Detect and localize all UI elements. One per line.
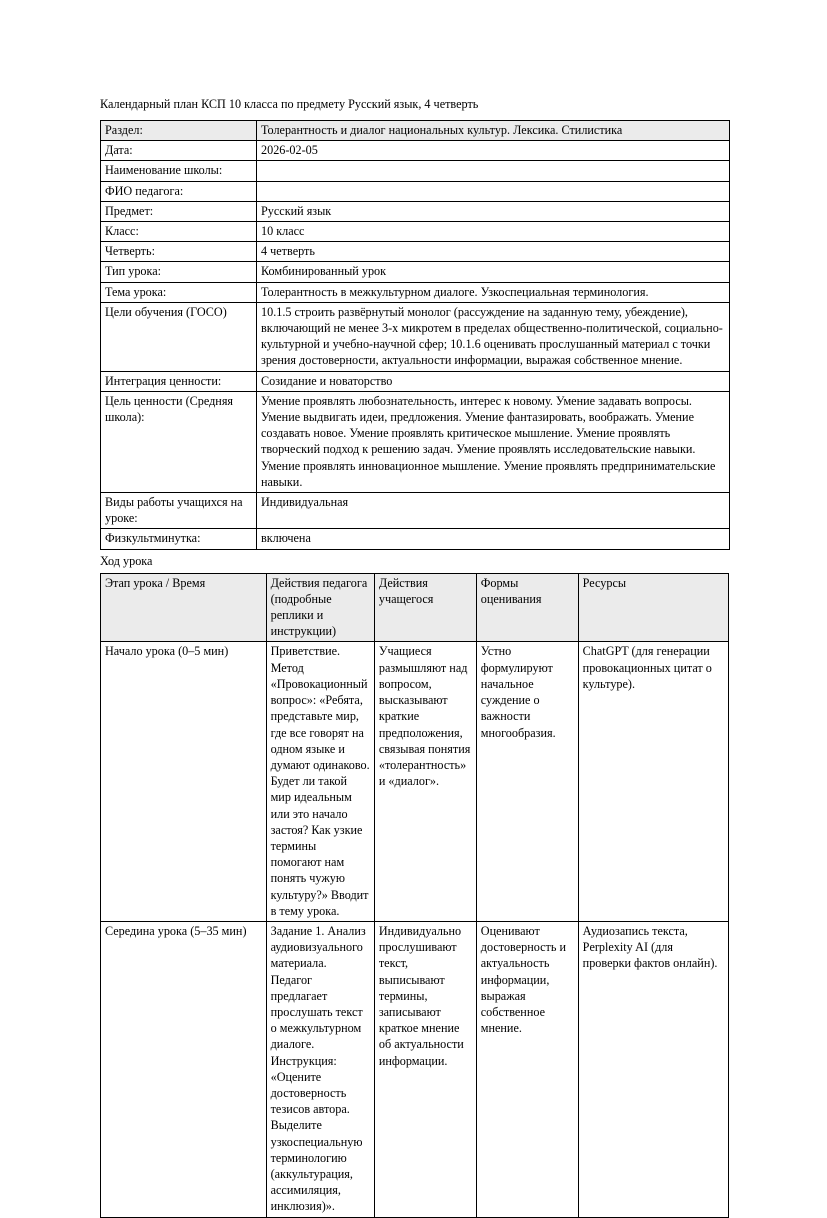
cell-teacher-actions: Приветствие. Метод «Провокационный вопрос»: «Ребята, представьте мир, где все говорят на одном языке и думают одинаково. Будет ли такой мир идеальным или это начало застоя? Как узкие термины помогают нам понять чужую культуру?» Вводит в тему урока. — [266, 642, 374, 921]
info-label: Четверть: — [101, 242, 257, 262]
info-label: Раздел: — [101, 121, 257, 141]
table-row — [101, 371, 730, 391]
info-value: Толерантность и диалог национальных культур. Лексика. Стилистика — [257, 121, 730, 141]
info-value: Индивидуальная — [257, 493, 730, 529]
info-value: включена — [257, 529, 730, 549]
column-header-student-actions: Действия учащегося — [374, 573, 476, 642]
column-header-stage: Этап урока / Время — [101, 573, 267, 642]
info-label: Тема урока: — [101, 282, 257, 302]
lesson-info-body — [101, 121, 730, 550]
table-row — [101, 121, 730, 141]
cell-student-actions: Учащиеся размышляют над вопросом, высказывают краткие предположения, связывая понятия «толерантность» и «диалог». — [374, 642, 476, 921]
lesson-info-table — [100, 120, 730, 550]
lesson-flow-head — [101, 573, 729, 642]
info-value: Толерантность в межкультурном диалоге. Узкоспециальная терминология. — [257, 282, 730, 302]
info-label: Тип урока: — [101, 262, 257, 282]
info-label: Цель ценности (Средняя школа): — [101, 391, 257, 492]
lesson-flow-body — [101, 642, 729, 1217]
info-label: Класс: — [101, 222, 257, 242]
column-header-teacher-actions: Действия педагога (подробные реплики и инструкции) — [266, 573, 374, 642]
info-label: Физкультминутка: — [101, 529, 257, 549]
table-row — [101, 141, 730, 161]
cell-stage: Середина урока (5–35 мин) — [101, 921, 267, 1217]
table-row — [101, 201, 730, 221]
info-label: ФИО педагога: — [101, 181, 257, 201]
info-label: Цели обучения (ГОСО) — [101, 302, 257, 371]
lesson-flow-heading: Ход урока — [100, 553, 153, 568]
table-row — [101, 262, 730, 282]
info-value: Созидание и новаторство — [257, 371, 730, 391]
column-header-assessment: Формы оценивания — [476, 573, 578, 642]
info-label: Наименование школы: — [101, 161, 257, 181]
info-value — [257, 161, 730, 181]
table-header-row — [101, 573, 729, 642]
table-row — [101, 302, 730, 371]
table-row — [101, 642, 729, 921]
table-row — [101, 282, 730, 302]
info-value: 4 четверть — [257, 242, 730, 262]
info-value: Умение проявлять любознательность, интерес к новому. Умение задавать вопросы. Умение выдвигать идеи, предложения. Умение фантазировать, воображать. Умение создавать новое. Умение проявлять критическое мышление. Умение проявлять творческий подход к решению задач. Умение проявлять исследовательские навыки. Умение проявлять инновационное мышление. Умение проявлять предпринимательские навыки. — [257, 391, 730, 492]
info-value: 10.1.5 строить развёрнутый монолог (рассуждение на заданную тему, убеждение), включающий не менее 3-х микротем в пределах общественно-политической, социально-культурной и учебно-научной сфер; 10.1.6 оценивать прослушанный материал с точки зрения достоверности, актуальности информации, выражая собственное мнение. — [257, 302, 730, 371]
info-value: Русский язык — [257, 201, 730, 221]
cell-teacher-actions: Задание 1. Анализ аудиовизуального материала. Педагог предлагает прослушать текст о межкультурном диалоге. Инструкция: «Оцените достоверность тезисов автора. Выделите узкоспециальную терминологию (аккультурация, ассимиляция, инклюзия)». — [266, 921, 374, 1217]
cell-resources: ChatGPT (для генерации провокационных цитат о культуре). — [578, 642, 728, 921]
lesson-flow-table — [100, 573, 729, 1218]
info-label: Дата: — [101, 141, 257, 161]
info-label: Предмет: — [101, 201, 257, 221]
cell-stage: Начало урока (0–5 мин) — [101, 642, 267, 921]
table-row — [101, 391, 730, 492]
table-row — [101, 242, 730, 262]
cell-assessment: Оценивают достоверность и актуальность информации, выражая собственное мнение. — [476, 921, 578, 1217]
cell-student-actions: Индивидуально прослушивают текст, выписывают термины, записывают краткое мнение об актуальности информации. — [374, 921, 476, 1217]
cell-resources: Аудиозапись текста, Perplexity AI (для проверки фактов онлайн). — [578, 921, 728, 1217]
info-value — [257, 181, 730, 201]
info-label: Интеграция ценности: — [101, 371, 257, 391]
info-value: 2026-02-05 — [257, 141, 730, 161]
page-title: Календарный план КСП 10 класса по предмету Русский язык, 4 четверть — [100, 97, 479, 111]
info-value: Комбинированный урок — [257, 262, 730, 282]
info-label: Виды работы учащихся на уроке: — [101, 493, 257, 529]
table-row — [101, 222, 730, 242]
table-row — [101, 181, 730, 201]
table-row — [101, 529, 730, 549]
info-value: 10 класс — [257, 222, 730, 242]
table-row — [101, 161, 730, 181]
cell-assessment: Устно формулируют начальное суждение о важности многообразия. — [476, 642, 578, 921]
column-header-resources: Ресурсы — [578, 573, 728, 642]
table-row — [101, 493, 730, 529]
table-row — [101, 921, 729, 1217]
